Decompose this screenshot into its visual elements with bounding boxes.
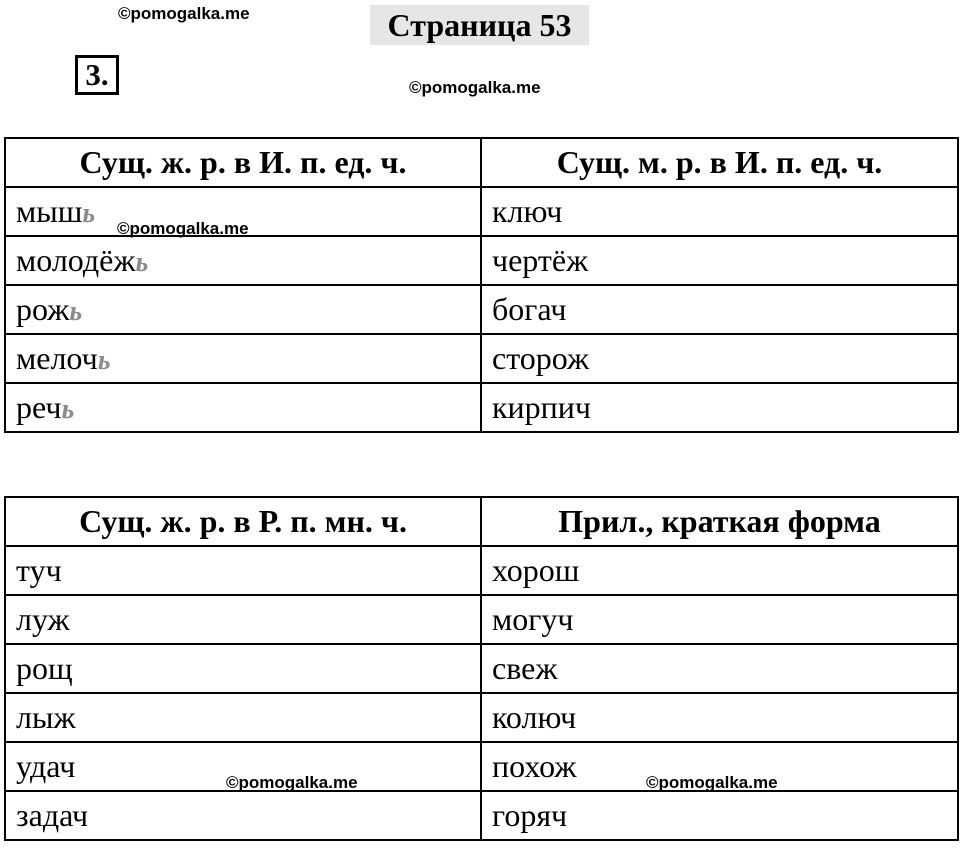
soft-sign-ending: ь bbox=[135, 247, 149, 278]
watermark: ©pomogalka.me bbox=[118, 4, 250, 23]
word-stem: молодёж bbox=[16, 242, 136, 278]
table-cell: ключ bbox=[481, 187, 958, 236]
table-cell: кирпич bbox=[481, 383, 958, 432]
exercise-number: 3. bbox=[75, 55, 119, 95]
table-cell bbox=[5, 334, 481, 383]
table-cell: похож bbox=[481, 742, 958, 791]
table-cell: свеж bbox=[481, 644, 958, 693]
soft-sign-ending: ь bbox=[69, 296, 83, 327]
column-header: Сущ. ж. р. в И. п. ед. ч. bbox=[5, 138, 481, 187]
table-row bbox=[5, 595, 958, 644]
table-cell: могуч bbox=[481, 595, 958, 644]
table-cell bbox=[5, 383, 481, 432]
watermark: ©pomogalka.me bbox=[646, 773, 778, 792]
watermark: ©pomogalka.me bbox=[226, 773, 358, 792]
soft-sign-ending: ь bbox=[82, 198, 96, 229]
table-hissing-endings bbox=[4, 496, 959, 841]
table-row bbox=[5, 285, 958, 334]
soft-sign-ending: ь bbox=[61, 394, 75, 425]
word-stem: реч bbox=[16, 389, 62, 425]
table-row bbox=[5, 236, 958, 285]
column-header: Прил., краткая форма bbox=[481, 497, 958, 546]
table-row bbox=[5, 644, 958, 693]
column-header: Сущ. ж. р. в Р. п. мн. ч. bbox=[5, 497, 481, 546]
table-cell: туч bbox=[5, 546, 481, 595]
table-row bbox=[5, 791, 958, 840]
watermark: ©pomogalka.me bbox=[409, 78, 541, 97]
table-cell: луж bbox=[5, 595, 481, 644]
table-header-row bbox=[5, 497, 958, 546]
soft-sign-ending: ь bbox=[97, 345, 111, 376]
table-header-row bbox=[5, 138, 958, 187]
table-cell bbox=[5, 285, 481, 334]
table-cell: удач bbox=[5, 742, 481, 791]
table-cell: хорош bbox=[481, 546, 958, 595]
table-row bbox=[5, 742, 958, 791]
table-row bbox=[5, 546, 958, 595]
table-cell: богач bbox=[481, 285, 958, 334]
table-cell: колюч bbox=[481, 693, 958, 742]
table-cell: сторож bbox=[481, 334, 958, 383]
table-row bbox=[5, 383, 958, 432]
table-cell bbox=[5, 236, 481, 285]
table-soft-sign-nouns bbox=[4, 137, 959, 433]
table-row bbox=[5, 334, 958, 383]
column-header: Сущ. м. р. в И. п. ед. ч. bbox=[481, 138, 958, 187]
table-cell: горяч bbox=[481, 791, 958, 840]
table-cell: задач bbox=[5, 791, 481, 840]
table-cell: лыж bbox=[5, 693, 481, 742]
word-stem: мелоч bbox=[16, 340, 98, 376]
watermark: ©pomogalka.me bbox=[117, 219, 249, 238]
table-cell: рощ bbox=[5, 644, 481, 693]
word-stem: мыш bbox=[16, 193, 83, 229]
word-stem: рож bbox=[16, 291, 70, 327]
page-title: Страница 53 bbox=[370, 5, 589, 45]
table-row bbox=[5, 693, 958, 742]
table-cell: чертёж bbox=[481, 236, 958, 285]
